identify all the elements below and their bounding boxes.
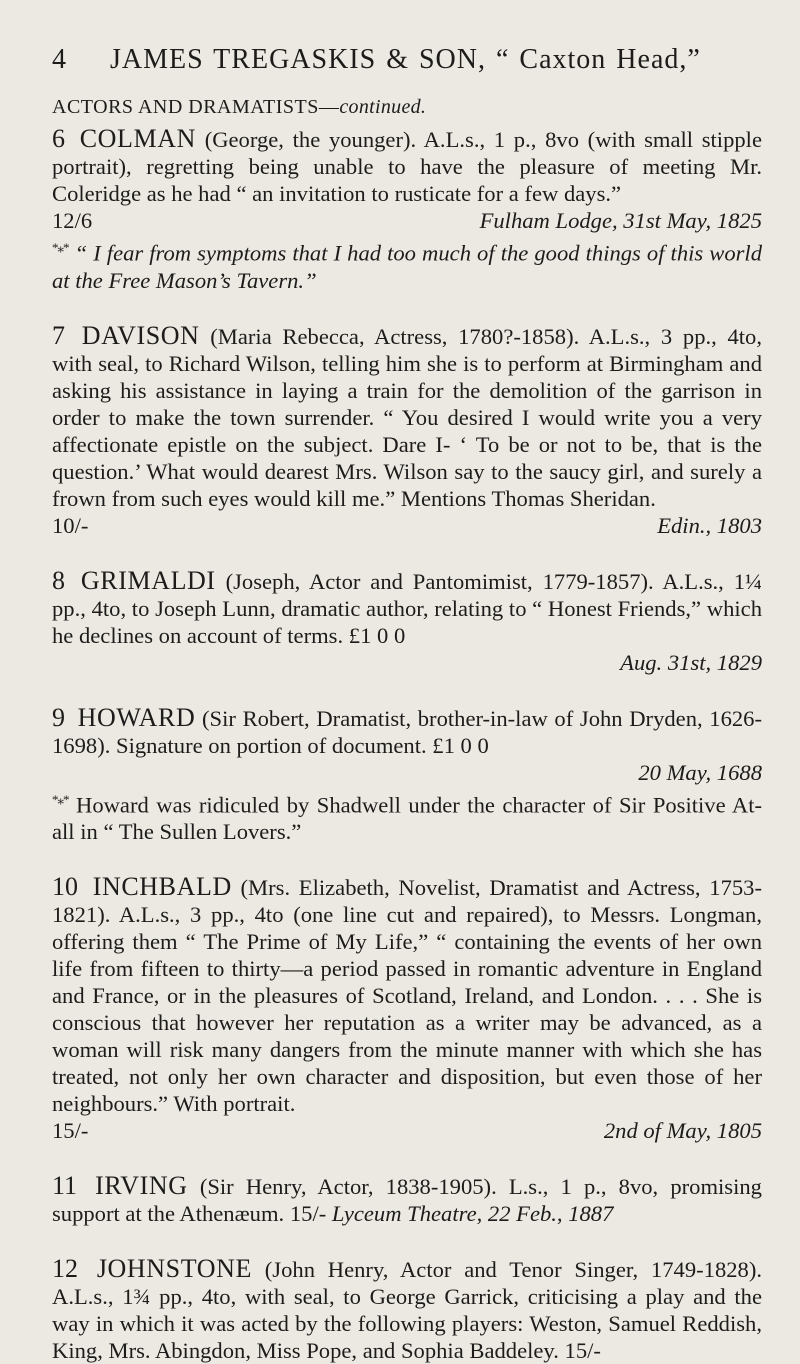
entry-price-row [52, 1117, 762, 1144]
entry-description: (Mrs. Elizabeth, Novelist, Dramatist and Actress, 1753-1821). [52, 875, 762, 928]
entry-price-row [52, 207, 762, 234]
entry-price: £1 0 0 [348, 622, 406, 648]
entry-name: INCHBALD [92, 872, 232, 902]
entry-text: A.L.s., 3 pp., 4to (one line cut and repaired), to Messrs. Longman, offering them “ The Prime of My Life,” “ containing the events of her own life from fifteen to thirty—a period passed in romantic adventure in England and France, or in the pleasures of Scotland, Ireland, and London. . . . She is conscious that however her reputation as a writer may be advanced, as a woman will risk many dangers from the minute manner with which she has treated, not only her own character and disposition, but even those of her neighbours.” With portrait. [52, 902, 762, 1117]
section-suffix: continued. [339, 96, 427, 118]
entry-description: (Maria Rebecca, Actress, 1780?-1858). [210, 323, 580, 349]
entry-number: 12 [52, 1254, 78, 1284]
entry-place-date: Lyceum Theatre, 22 Feb., 1887 [331, 1201, 614, 1227]
entry-number: 7 [52, 320, 65, 350]
entry-name: HOWARD [77, 702, 196, 732]
entry-price: 15/- [289, 1201, 327, 1227]
entry-place-date: 20 May, 1688 [638, 759, 762, 785]
entry-price: £1 0 0 [432, 732, 489, 758]
entry-price: 12/6 [52, 208, 93, 233]
entry-name: GRIMALDI [80, 565, 216, 595]
entry-description: (John Henry, Actor and Tenor Singer, 1749-1828). [264, 1257, 763, 1283]
entry-number: 10 [52, 872, 78, 902]
section-label: ACTORS AND DRAMATISTS— [52, 96, 340, 118]
catalogue-entry [52, 1255, 762, 1364]
entry-name: JOHNSTONE [96, 1254, 252, 1284]
page-number: 4 [52, 44, 66, 75]
entry-price-row [52, 759, 762, 786]
entry-number: 9 [52, 702, 65, 732]
entry-note: *⁎* “ I fear from symptoms that I had too much of the good things of this world at the Free Mason’s Tavern.” [52, 240, 763, 293]
entry-description: (Joseph, Actor and Pantomimist, 1779-1857). [225, 568, 654, 594]
entry-price: 15/- [564, 1338, 601, 1364]
page-header [52, 44, 762, 84]
catalogue-entry [52, 125, 762, 294]
entry-price: 15/- [52, 1118, 89, 1144]
entry-price-row [52, 512, 762, 539]
entry-text: A.L.s., 1¼ pp., 4to, to Joseph Lunn, dramatic author, relating to “ Honest Friends,” which he declines on account of terms. [52, 568, 762, 648]
entry-text: L.s., 1 p., 8vo, promising support at the Athenæum. [52, 1174, 762, 1227]
entry-place-date: Aug. 31st, 1829 [620, 649, 762, 675]
entry-text: A.L.s., 1¾ pp., 4to, with seal, to George Garrick, criticising a play and the way in which it was acted by the following players: Weston, Samuel Reddish, King, Mrs. Abingdon, Miss Pope, and Sophia Baddeley. [52, 1284, 762, 1364]
catalogue-entry [52, 322, 762, 539]
entry-number: 6 [52, 124, 65, 153]
entry-note: *⁎* Howard was ridiculed by Shadwell under the character of Sir Positive At-all in “ The Sullen Lovers.” [52, 791, 762, 845]
entry-place-date: Fulham Lodge, 31st May, 1825 [479, 208, 762, 233]
asterism-icon: *⁎* [52, 240, 69, 255]
entry-place-date: Edin., 1803 [657, 512, 762, 538]
entry-price: 10/- [52, 512, 89, 538]
entry-text: A.L.s., 3 pp., 4to, with seal, to Richard Wilson, telling him she is to perform at Birmingham and asking his assistance in laying a train for the demolition of the garrison in order to make the town surrender. “ You desired I would write you a very affectionate epistle on the subject. Dare I- ‘ To be or not to be, that is the question.’ What would dearest Mrs. Wilson say to the saucy girl, and surely a frown from such eyes would kill me.” Mentions Thomas Sheridan. [52, 323, 762, 511]
entry-text: Signature on portion of document. [116, 732, 427, 758]
catalogue-entry [52, 873, 762, 1144]
catalogue-entry [52, 567, 762, 676]
entry-description: (Sir Henry, Actor, 1838-1905). [199, 1174, 497, 1200]
catalogue-entry [52, 1172, 762, 1227]
catalogue-entry [52, 704, 762, 846]
asterism-icon: *⁎* [52, 791, 69, 807]
entry-description: (Sir Robert, Dramatist, brother-in-law of John Dryden, 1626-1698). [52, 705, 762, 758]
entry-description: (George, the younger). [204, 127, 417, 152]
entry-text: A.L.s., 1 p., 8vo (with small stipple portrait), regretting being unable to have the pleasure of meeting Mr. Coleridge as he had “ an invitation to rusticate for a few days.” [52, 127, 762, 206]
entry-price-row [52, 649, 762, 676]
entry-name: COLMAN [79, 124, 196, 153]
entry-name: DAVISON [81, 320, 200, 350]
entry-number: 8 [52, 565, 65, 595]
entry-name: IRVING [95, 1171, 188, 1201]
entry-place-date: 2nd of May, 1805 [603, 1118, 762, 1144]
running-title: JAMES TREGASKIS & SON, “ Caxton Head,” [110, 44, 701, 75]
section-heading [52, 96, 762, 119]
entry-number: 11 [52, 1171, 78, 1201]
